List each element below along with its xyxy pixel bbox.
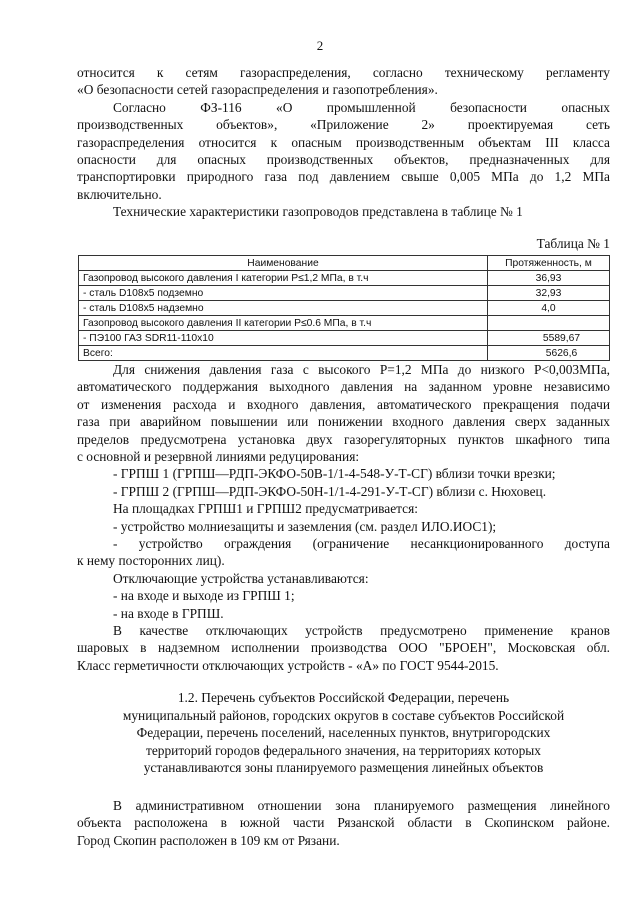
body-line: - ГРПШ 1 (ГРПШ—РДП-ЭКФО-50В-1/1-4-548-У-Т-СГ) вблизи точки врезки; <box>113 466 556 481</box>
section-heading-line: устанавливаются зоны планируемого размещения линейных объектов <box>143 760 544 775</box>
table-cell: Газопровод высокого давления II категории P≤0.6 МПа, в т.ч <box>79 316 488 331</box>
body-line: - на входе в ГРПШ. <box>113 606 224 621</box>
intro-line: транспортировки природного газа под давлением свыше 0,005 МПа до 1,2 МПа <box>77 169 610 184</box>
table-intro: Технические характеристики газопроводов представлена в таблице № 1 <box>113 204 523 219</box>
body-line: газа при аварийном повышении или понижении входного давления сверх заданных <box>77 414 610 429</box>
body-line: пределов предусмотрена установка двух газорегуляторных пунктов шкафного типа <box>77 432 610 447</box>
body-line: - устройство ограждения (ограничение несанкционированного доступа <box>113 536 610 551</box>
final-line: объекта расположена в южной части Рязанской области в Скопинском районе. <box>77 815 610 830</box>
body-line: На площадках ГРПШ1 и ГРПШ2 предусматривается: <box>113 501 419 516</box>
table-cell: - сталь D108x5 надземно <box>79 301 488 316</box>
section-heading-line: территорий городов федерального значения, на территориях которых <box>145 743 541 758</box>
table-row <box>79 331 610 346</box>
table-cell: Всего: <box>79 346 488 361</box>
table-cell: 36,93 <box>488 271 610 286</box>
section-heading-line: Федерации, перечень поселений, населенных пунктов, внутригородских <box>136 725 551 740</box>
table-row <box>79 286 610 301</box>
intro-line: Согласно ФЗ-116 «О промышленной безопасности опасных <box>113 100 610 115</box>
body-line: к нему посторонних лиц). <box>77 553 225 568</box>
intro-line: включительно. <box>77 187 162 202</box>
final-line: В административном отношении зона планируемого размещения линейного <box>113 798 610 813</box>
table-cell: 5589,67 <box>488 331 610 346</box>
table-row <box>79 271 610 286</box>
page-number: 2 <box>316 38 324 53</box>
body-line: автоматического поддержания выходного давления на заданном уровне независимо <box>77 379 610 394</box>
body-line: Класс герметичности отключающих устройств - «А» по ГОСТ 9544-2015. <box>77 658 499 673</box>
body-line: шаровых в надземном исполнении производства ООО "БРОЕН", Московская обл. <box>77 640 610 655</box>
table-cell: - сталь D108x5 подземно <box>79 286 488 301</box>
table-cell: 4,0 <box>488 301 610 316</box>
table-cell: Газопровод высокого давления I категории P≤1,2 МПа, в т.ч <box>79 271 488 286</box>
body-line: - ГРПШ 2 (ГРПШ—РДП-ЭКФО-50Н-1/1-4-291-У-Т-СГ) вблизи с. Нюховец. <box>113 484 547 499</box>
table-cell: 32,93 <box>488 286 610 301</box>
table-header-row <box>79 256 610 271</box>
final-line: Город Скопин расположен в 109 км от Рязани. <box>77 833 340 848</box>
section-heading-line: 1.2. Перечень субъектов Российской Федерации, перечень <box>177 690 510 705</box>
intro-line: «О безопасности сетей газораспределения и газопотребления». <box>77 82 438 97</box>
intro-line: относится к сетям газораспределения, согласно техническому регламенту <box>77 65 610 80</box>
body-line: - устройство молниезащиты и заземления (см. раздел ИЛО.ИОС1); <box>113 519 497 534</box>
body-line: от изменения расхода и входного давления, автоматического прекращения подачи <box>77 397 610 412</box>
table-row <box>79 301 610 316</box>
table-cell <box>488 316 610 331</box>
body-line: В качестве отключающих устройств предусмотрено применение кранов <box>113 623 610 638</box>
pipeline-table <box>78 255 610 361</box>
table-cell: 5626,6 <box>488 346 610 361</box>
column-header-length: Протяженность, м <box>488 256 610 271</box>
section-heading-line: муниципальный районов, городских округов в составе субъектов Российской <box>122 708 565 723</box>
table-row <box>79 316 610 331</box>
column-header-name: Наименование <box>79 256 488 271</box>
body-line: - на входе и выходе из ГРПШ 1; <box>113 588 295 603</box>
table-cell: - ПЭ100 ГАЗ SDR11-110x10 <box>79 331 488 346</box>
intro-line: производственных объектов», «Приложение 2» проектируемая сеть <box>77 117 610 132</box>
body-line: с основной и резервной линиями редуцирования: <box>77 449 360 464</box>
table-row-total <box>79 346 610 361</box>
intro-line: газораспределения относится к опасным производственным объектам III класса <box>77 135 610 150</box>
intro-line: опасности для опасных производственных объектов, предназначенных для <box>77 152 610 167</box>
body-line: Отключающие устройства устанавливаются: <box>113 571 369 586</box>
table-caption: Таблица № 1 <box>536 236 610 251</box>
body-line: Для снижения давления газа с высокого Р=1,2 МПа до низкого Р<0,003МПа, <box>113 362 610 377</box>
